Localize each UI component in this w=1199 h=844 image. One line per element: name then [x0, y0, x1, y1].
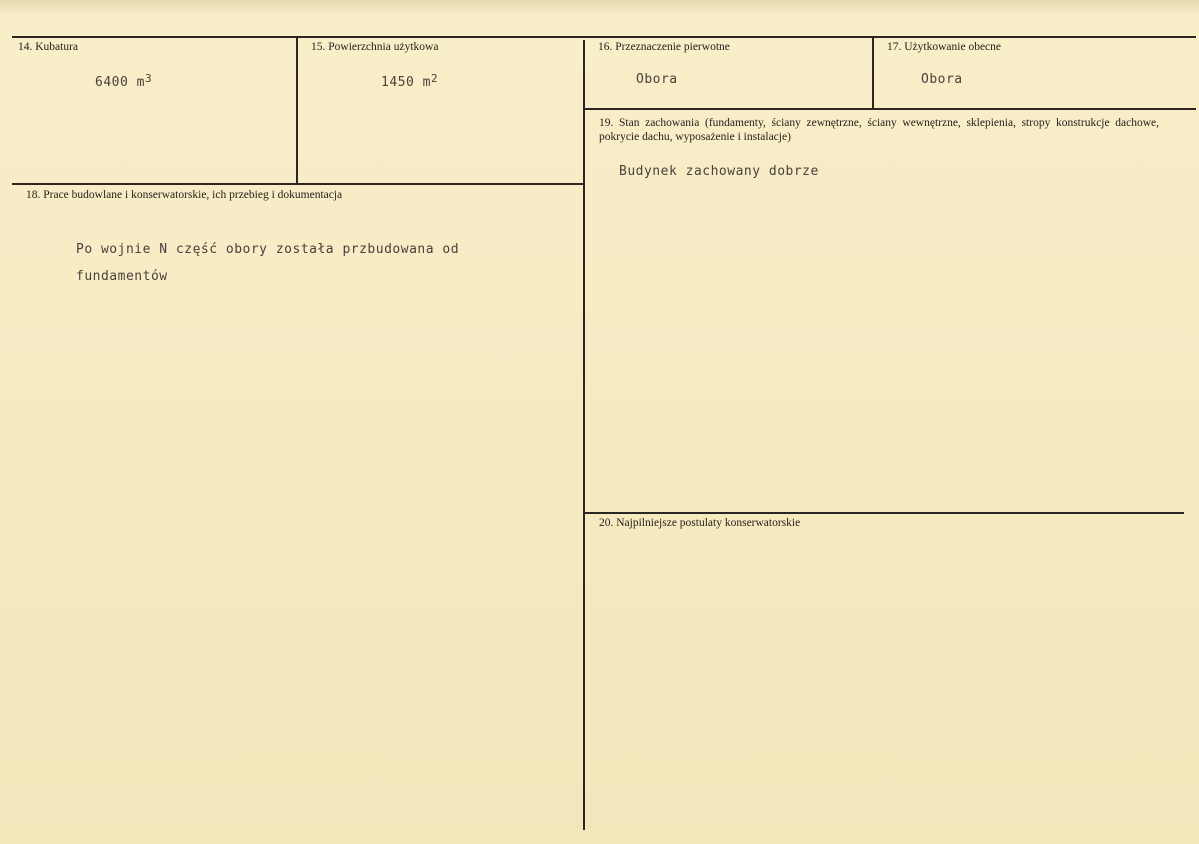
- row-divider-right-upper: [584, 108, 1196, 110]
- col-divider-16-17: [872, 36, 874, 108]
- field-15-number: 1450 m: [381, 75, 431, 90]
- field-14-number: 6400 m: [95, 75, 145, 90]
- field-16-label: 16. Przeznaczenie pierwotne: [598, 41, 730, 53]
- field-19-value: Budynek zachowany dobrze: [619, 164, 819, 179]
- field-18-value-line-2: fundamentów: [76, 269, 168, 284]
- field-14-label: 14. Kubatura: [18, 41, 79, 53]
- field-16-value: Obora: [636, 72, 678, 87]
- field-20-label: 20. Najpilniejsze postulaty konserwatorskie: [599, 517, 801, 529]
- field-15-unit-exponent: 2: [430, 72, 439, 85]
- field-18-value-line-1: Po wojnie N część obory została przbudowana od: [76, 242, 460, 257]
- field-18-label: 18. Prace budowlane i konserwatorskie, ich przebieg i dokumentacja: [26, 189, 343, 201]
- field-17-value: Obora: [921, 72, 963, 87]
- field-15-value: [381, 72, 439, 90]
- field-19-label: 19. Stan zachowania (fundamenty, ściany zewnętrzne, ściany wewnętrzne, sklepienia, stropy konstrukcje dachowe, pokrycie dachu, wyposażenie i instalacje): [599, 117, 1159, 143]
- field-14-unit-exponent: 3: [144, 72, 153, 85]
- top-border-line: [12, 36, 1196, 38]
- paper-top-edge: [0, 0, 1199, 14]
- field-14-value: [95, 72, 153, 90]
- field-17-label: 17. Użytkowanie obecne: [887, 41, 1002, 53]
- row-divider-left: [12, 183, 584, 185]
- col-divider-center: [583, 40, 585, 830]
- col-divider-14-15: [296, 36, 298, 183]
- field-15-label: 15. Powierzchnia użytkowa: [311, 41, 439, 53]
- row-divider-right-lower: [584, 512, 1184, 514]
